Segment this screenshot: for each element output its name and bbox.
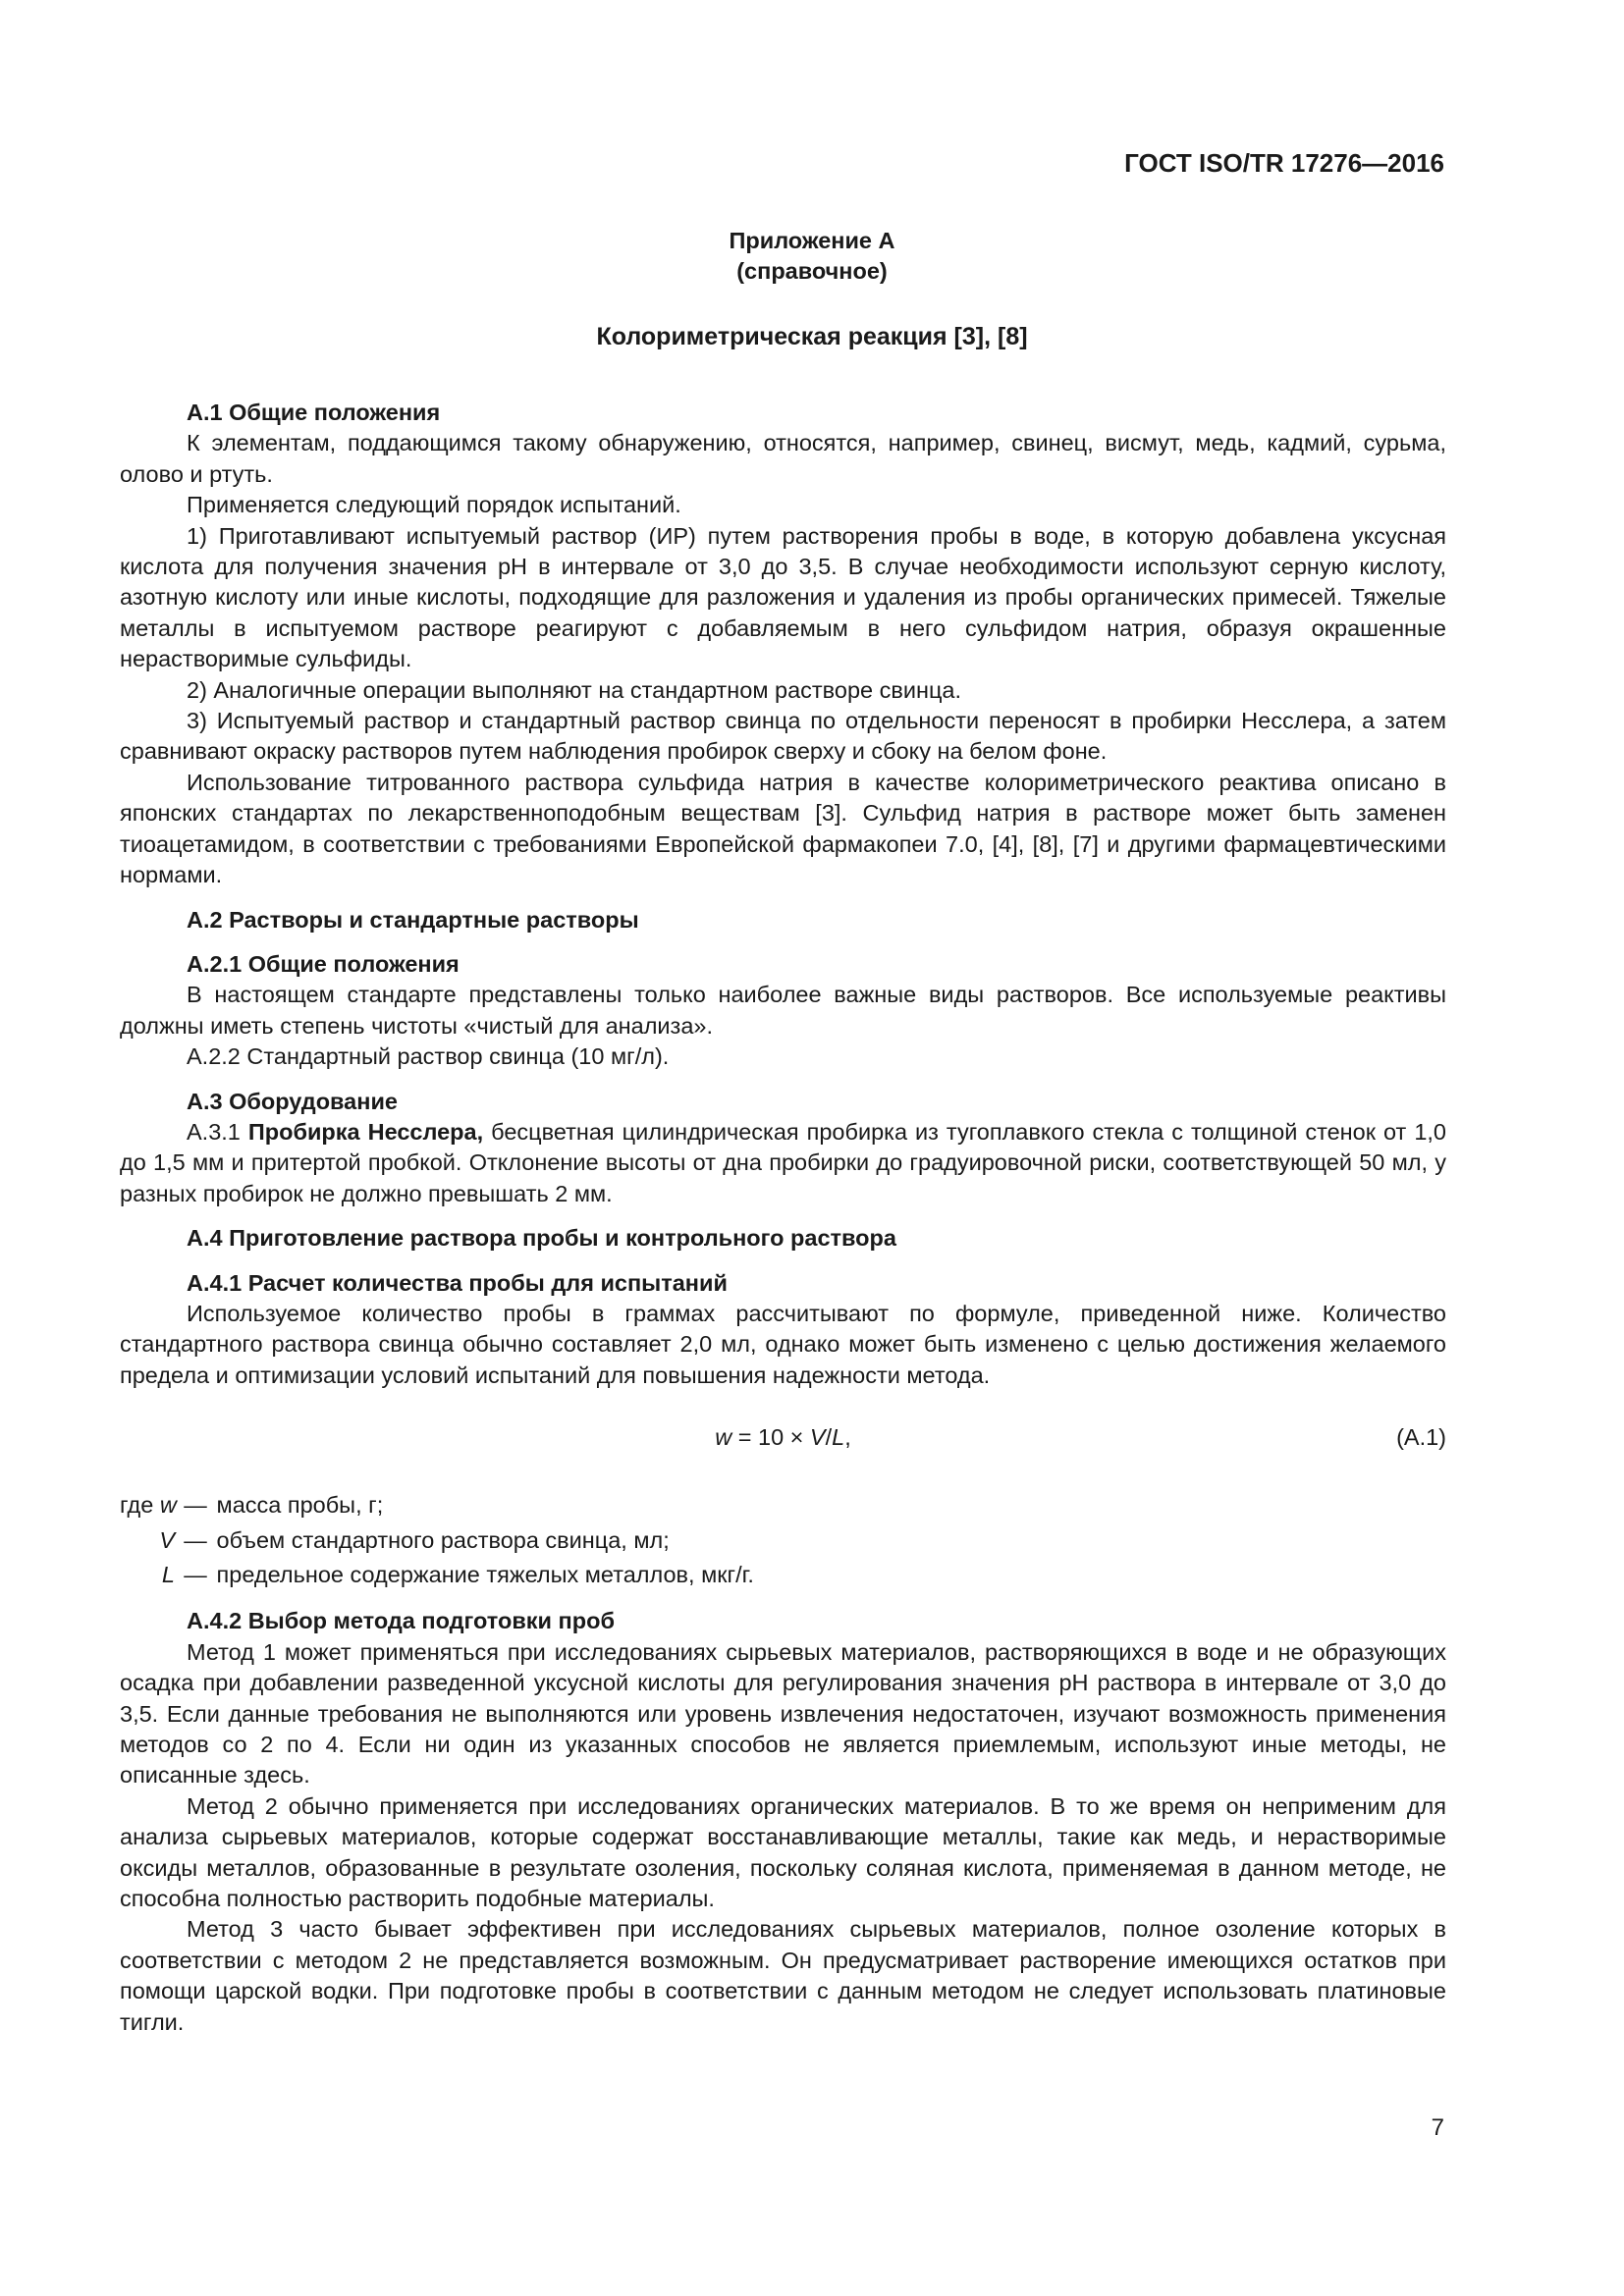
paragraph: 3) Испытуемый раствор и стандартный раствор свинца по отдельности переносят в пробирки Несслера, а затем сравнивают окраску растворов путем наблюдения пробирок сверху и сбоку на белом фоне. [120,708,1446,765]
where-item [120,1490,1446,1521]
subsection-heading-a41: А.4.1 Расчет количества пробы для испытаний [187,1269,728,1296]
formula-block [120,1422,1446,1453]
document-body [120,398,1446,2038]
paragraph-a31 [120,1117,1446,1209]
standard-code: ГОСТ ISO/TR 17276—2016 [1124,148,1444,178]
where-item [120,1560,1446,1590]
annex-header [0,226,1624,287]
annex-title: Колориметрическая реакция [3], [8] [596,323,1028,350]
where-symbol: w [159,1492,177,1519]
annex-label: Приложение А [729,228,895,253]
where-symbol: L [161,1561,175,1587]
where-intro: где [120,1492,160,1519]
paragraph: Метод 3 часто бывает эффективен при исследованиях сырьевых материалов, полное озоление которых в соответствии с методом 2 не представляется возможным. Он предусматривает растворение имеющихся остатков при помощи царской водки. При подготовке пробы в соответствии с данным методом не следует использовать платиновые тигли. [120,1916,1446,2035]
paragraph: 1) Приготавливают испытуемый раствор (ИР) путем растворения пробы в воде, в которую добавлена уксусная кислота для получения значения pH в интервале от 3,0 до 3,5. В случае необходимости используют серную кислоту, азотную кислоту или иные кислоты, подходящие для разложения и удаления из пробы органических примесей. Тяжелые металлы в испытуемом растворе реагируют с добавляемым в него сульфидом натрия, образуя окрашенные нерастворимые сульфиды. [120,522,1446,672]
formula: w = 10 × V/L, [715,1424,851,1451]
where-dash: — [184,1526,207,1553]
where-dash: — [184,1492,207,1519]
where-symbol: V [159,1526,175,1553]
where-text: объем стандартного раствора свинца, мл; [216,1526,670,1553]
paragraph: Используемое количество пробы в граммах рассчитывают по формуле, приведенной ниже. Количество стандартного раствора свинца обычно составляет 2,0 мл, однако может быть изменено с целью достижения желаемого предела и оптимизации условий испытаний для повышения надежности метода. [120,1300,1446,1388]
section-heading-a3: А.3 Оборудование [187,1088,398,1114]
page-number: 7 [1431,2114,1444,2141]
subsection-heading-a42: А.4.2 Выбор метода подготовки проб [187,1608,615,1634]
term-definition: бесцветная цилиндрическая пробирка из тугоплавкого стекла с толщиной стенок от 1,0 до 1,5 мм и притертой пробкой. Отклонение высоты от дна пробирки до градуировочной риски, соответствующей 50 мл, у разных пробирок не должно превышать 2 мм. [120,1118,1446,1206]
subsection-heading-a21: А.2.1 Общие положения [187,950,460,977]
paragraph: Использование титрованного раствора сульфида натрия в качестве колориметрического реактива описано в японских стандартах по лекарственноподобным веществам [3]. Сульфид натрия в растворе может быть заменен тиоацетамидом, в соответствии с требованиями Европейской фармакопеи 7.0, [4], [8], [7] и другими фармацевтическими нормами. [120,769,1446,888]
paragraph: А.2.2 Стандартный раствор свинца (10 мг/л). [187,1043,670,1070]
where-dash: — [184,1561,207,1587]
section-heading-a4: А.4 Приготовление раствора пробы и контрольного раствора [187,1225,896,1252]
where-text: масса пробы, г; [216,1492,384,1519]
section-heading-a2: А.2 Растворы и стандартные растворы [187,906,639,933]
section-heading-a1: А.1 Общие положения [187,400,441,425]
clause-number: А.3.1 [187,1118,248,1145]
paragraph: Метод 2 обычно применяется при исследованиях органических материалов. В то же время он неприменим для анализа сырьевых материалов, которые содержат восстанавливающие металлы, такие как медь, и нерастворимые оксиды металлов, образованные в результате озоления, поскольку соляная кислота, применяемая в данном методе, не способна полностью растворить подобные материалы. [120,1792,1446,1912]
paragraph: К элементам, поддающимся такому обнаружению, относятся, например, свинец, висмут, медь, кадмий, сурьма, олово и ртуть. [120,430,1446,487]
where-text: предельное содержание тяжелых металлов, мкг/г. [216,1561,754,1587]
annex-status: (справочное) [736,258,888,284]
term: Пробирка Несслера, [247,1118,484,1145]
where-item [120,1525,1446,1556]
formula-number: (А.1) [1396,1424,1446,1451]
paragraph: Метод 1 может применяться при исследованиях сырьевых материалов, растворяющихся в воде и не образующих осадка при добавлении разведенной уксусной кислоты для регулирования значения pH раствора в интервале от 3,0 до 3,5. Если данные требования не выполняются или уровень извлечения недостаточен, изучают возможность применения методов со 2 по 4. Если ни один из указанных способов не является приемлемым, используют иные методы, не описанные здесь. [120,1638,1446,1789]
paragraph: В настоящем стандарте представлены только наиболее важные виды растворов. Все используемые реактивы должны иметь степень чистоты «чистый для анализа». [120,982,1446,1039]
paragraph: Применяется следующий порядок испытаний. [187,492,681,518]
paragraph: 2) Аналогичные операции выполняют на стандартном растворе свинца. [187,676,962,703]
